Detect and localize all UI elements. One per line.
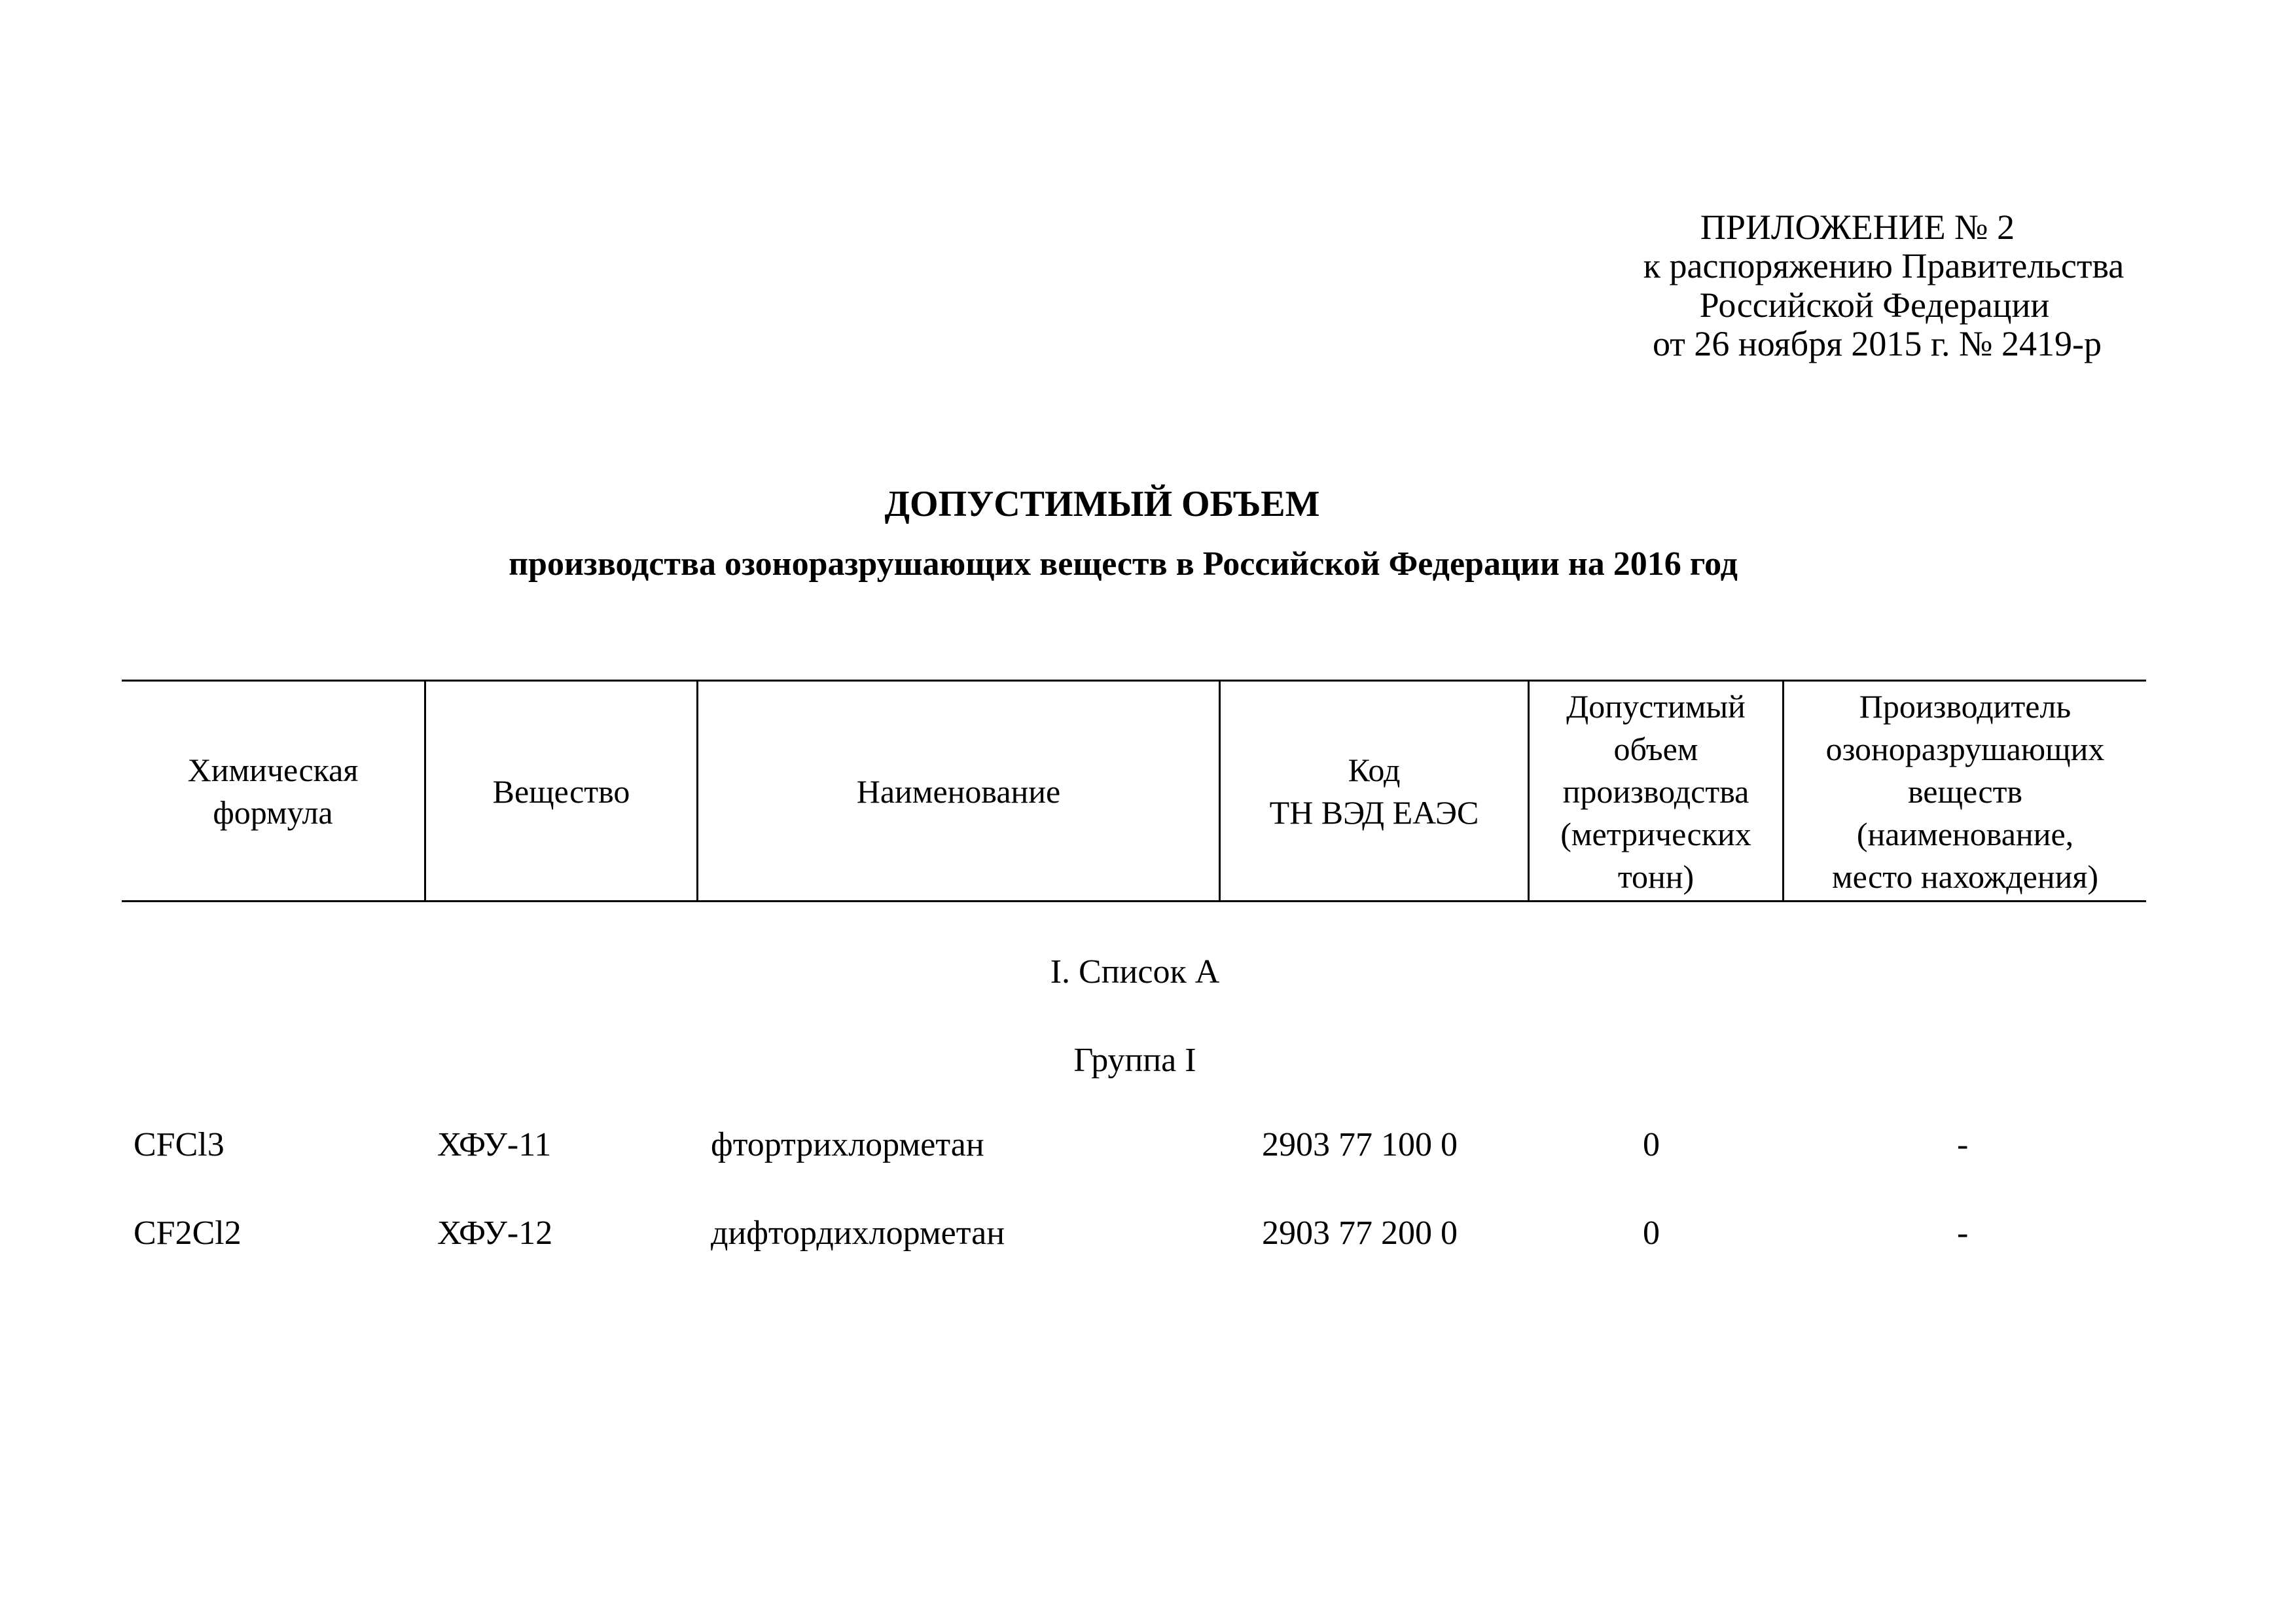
section-heading: I. Список А — [1050, 953, 1220, 991]
header-formula-line: формула — [213, 794, 333, 831]
header-producer — [1784, 682, 2146, 902]
header-producer-line: место нахождения) — [1831, 858, 2099, 895]
cell-volume: 0 — [1643, 1126, 1660, 1163]
annex-government: Российской Федерации — [1699, 285, 2050, 325]
header-code-line: Код — [1348, 752, 1401, 788]
annex-order-ref: к распоряжению Правительства — [1643, 246, 2125, 286]
cell-substance: ХФУ-11 — [437, 1126, 552, 1163]
cell-producer: - — [1957, 1214, 1969, 1252]
cell-substance: ХФУ-12 — [437, 1214, 553, 1252]
header-formula — [122, 682, 424, 902]
header-producer-line: веществ — [1907, 773, 2023, 810]
document-subtitle: производства озоноразрушающих веществ в Российской Федерации на 2016 год — [509, 545, 1738, 583]
annex-date: от 26 ноября 2015 г. № 2419-р — [1653, 324, 2102, 364]
header-volume-line: объем — [1613, 730, 1698, 767]
header-formula-line: Химическая — [187, 752, 359, 788]
annex-number: ПРИЛОЖЕНИЕ № 2 — [1700, 208, 2015, 247]
header-substance-line: Вещество — [492, 773, 630, 810]
header-producer-line: озоноразрушающих — [1825, 730, 2105, 767]
document-title: ДОПУСТИМЫЙ ОБЪЕМ — [884, 484, 1320, 524]
header-producer-line: Производитель — [1859, 687, 2072, 725]
header-name-line: Наименование — [856, 773, 1061, 810]
annex-block — [1541, 208, 2195, 364]
header-code-line: ТН ВЭД ЕАЭС — [1269, 794, 1479, 831]
cell-name: фтортрихлорметан — [711, 1126, 984, 1163]
header-name — [698, 682, 1219, 902]
cell-code: 2903 77 200 0 — [1262, 1214, 1458, 1252]
header-code — [1221, 682, 1528, 902]
header-producer-line: (наименование, — [1856, 815, 2074, 852]
header-volume — [1530, 682, 1782, 902]
group-heading: Группа I — [1073, 1042, 1196, 1079]
cell-volume: 0 — [1643, 1214, 1660, 1252]
header-substance — [426, 682, 696, 902]
cell-formula: CFCl3 — [134, 1126, 224, 1163]
header-volume-line: (метрических — [1560, 815, 1751, 852]
cell-producer: - — [1957, 1126, 1969, 1163]
cell-code: 2903 77 100 0 — [1262, 1126, 1458, 1163]
header-volume-line: тонн) — [1617, 858, 1695, 895]
header-volume-line: производства — [1562, 773, 1749, 810]
cell-formula: CF2Cl2 — [134, 1214, 242, 1252]
header-volume-line: Допустимый — [1566, 687, 1746, 725]
cell-name: дифтордихлорметан — [711, 1214, 1005, 1252]
